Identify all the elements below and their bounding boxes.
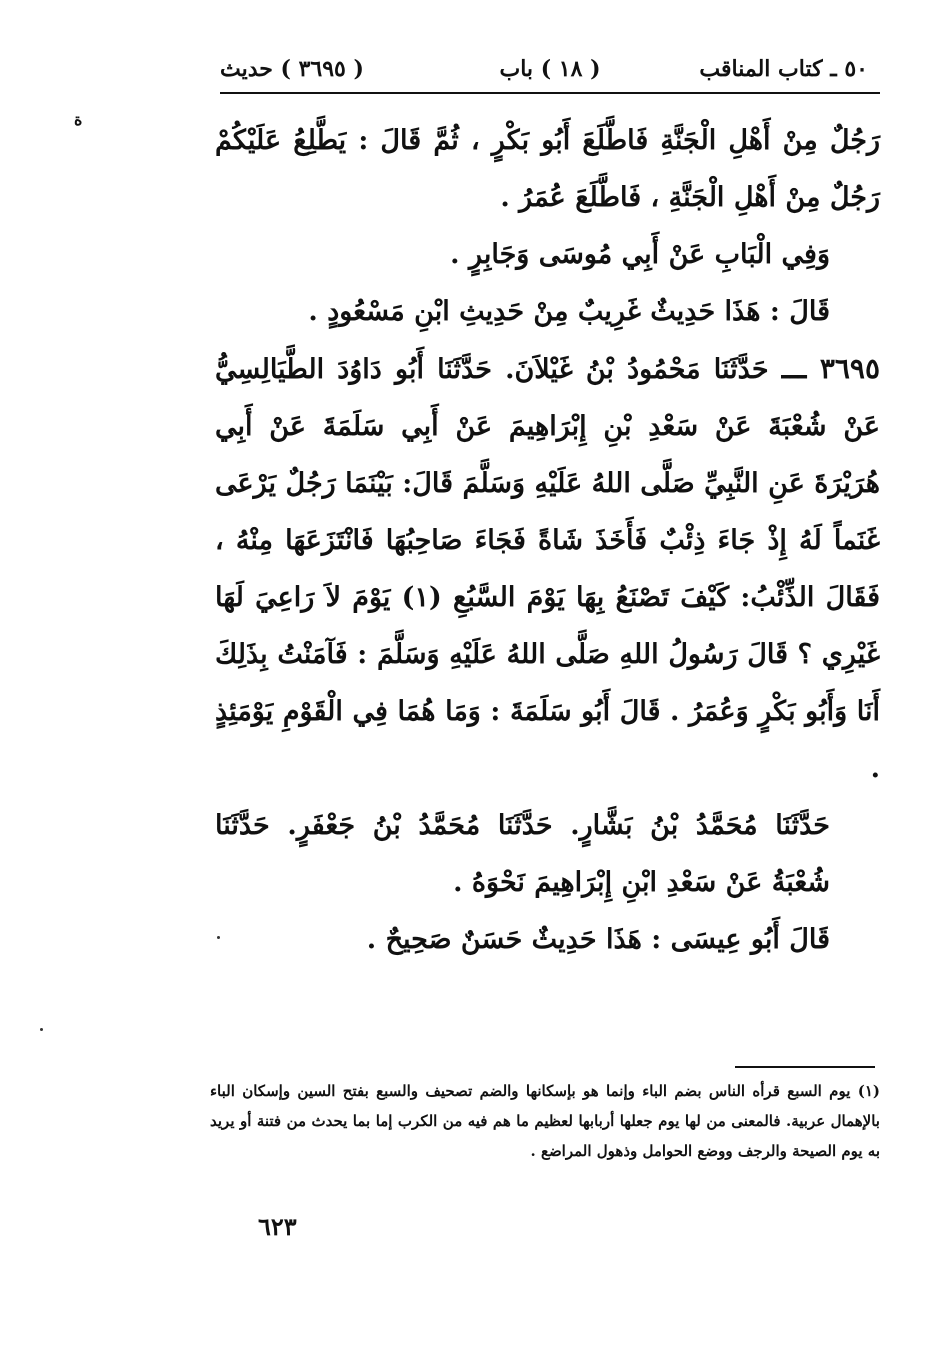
footnote-text: (١) يوم السبع قرأه الناس بضم الباء وإنما هو بإسكانها والضم تصحيف والسبع بفتح السين وإسكان الباء بالإهمال عربية. فالمعنى من لها يوم جعلها أربابها لعظيم ما هم فيه من الكرب إما بما يحدث من فتنة أو يريد به يوم الصيحة والرجف ووضع الحوامل وذهول المراضع . — [210, 1082, 880, 1160]
footnote-rule — [735, 1066, 875, 1068]
page-header — [220, 52, 880, 92]
main-text — [215, 112, 880, 968]
paragraph-6: قَالَ أَبُو عِيسَى : هَذَا حَدِيثٌ حَسَنٌ صَحِيحٌ . — [366, 924, 830, 955]
paragraph-2: وَفِي الْبَابِ عَنْ أَبِي مُوسَى وَجَابِرٍ . — [450, 239, 830, 270]
stray-dot — [217, 936, 220, 939]
hadith-text: حَدَّثَنَا مَحْمُودُ بْنُ غَيْلاَنَ. حَدَّثَنَا أَبُو دَاوُدَ الطَّيَالِسِيُّ عَنْ شُعْبَةَ عَنْ سَعْدِ بْنِ إِبْرَاهِيمَ عَنْ أَبِي سَلَمَةَ عَنْ أَبِي هُرَيْرَةَ عَنِ النَّبِيِّ صَلَّى اللهُ عَلَيْهِ وَسَلَّمَ قَالَ: بَيْنَمَا رَجُلٌ يَرْعَى غَنَماً لَهُ إِذْ جَاءَ ذِئْبٌ فَأَخَذَ شَاةً فَجَاءَ صَاحِبُهَا فَانْتَزَعَهَا مِنْهُ ، فَقَالَ الذِّئْبُ: كَيْفَ تَصْنَعُ بِهَا يَوْمَ السَّبُعِ (١) يَوْمَ لاَ رَاعِيَ لَهَا غَيْرِي ؟ قَالَ رَسُولُ اللهِ صَلَّى اللهُ عَلَيْهِ وَسَلَّمَ : فَآمَنْتُ بِذَلِكَ أَنَا وَأَبُو بَكْرٍ وَعُمَرُ . قَالَ أَبُو سَلَمَةَ : وَمَا هُمَا فِي الْقَوْمِ يَوْمَئِذٍ . — [215, 354, 880, 784]
margin-mark: ة — [74, 110, 83, 129]
stray-dot — [40, 1028, 43, 1031]
paragraph-5: حَدَّثَنَا مُحَمَّدُ بْنُ بَشَّارٍ. حَدَّثَنَا مُحَمَّدُ بْنُ جَعْفَرٍ. حَدَّثَنَا شُعْبَةُ عَنْ سَعْدِ ابْنِ إِبْرَاهِيمَ نَحْوَهُ . — [215, 810, 830, 898]
header-rule — [220, 92, 880, 94]
hadith-paragraph — [215, 340, 880, 797]
section-title: ( ١٨ ) باب — [499, 56, 601, 82]
paragraph-1: رَجُلٌ مِنْ أَهْلِ الْجَنَّةِ فَاطَّلَعَ أَبُو بَكْرٍ ، ثُمَّ قَالَ : يَطَّلِعُ عَلَيْكُمْ رَجُلٌ مِنْ أَهْلِ الْجَنَّةِ ، فَاطَّلَعَ عُمَرُ . — [215, 125, 880, 213]
paragraph-3: قَالَ : هَذَا حَدِيثٌ غَرِيبٌ مِنْ حَدِيثِ ابْنِ مَسْعُودٍ . — [308, 296, 830, 327]
hadith-reference: ( ٣٦٩٥ ) حديث — [220, 56, 364, 82]
footnote — [210, 1076, 880, 1166]
hadith-number: ٣٦٩٥ ـــ — [781, 352, 880, 385]
chapter-title: ٥٠ ـ كتاب المناقب — [699, 56, 868, 82]
page-number: ٦٢٣ — [258, 1212, 297, 1241]
